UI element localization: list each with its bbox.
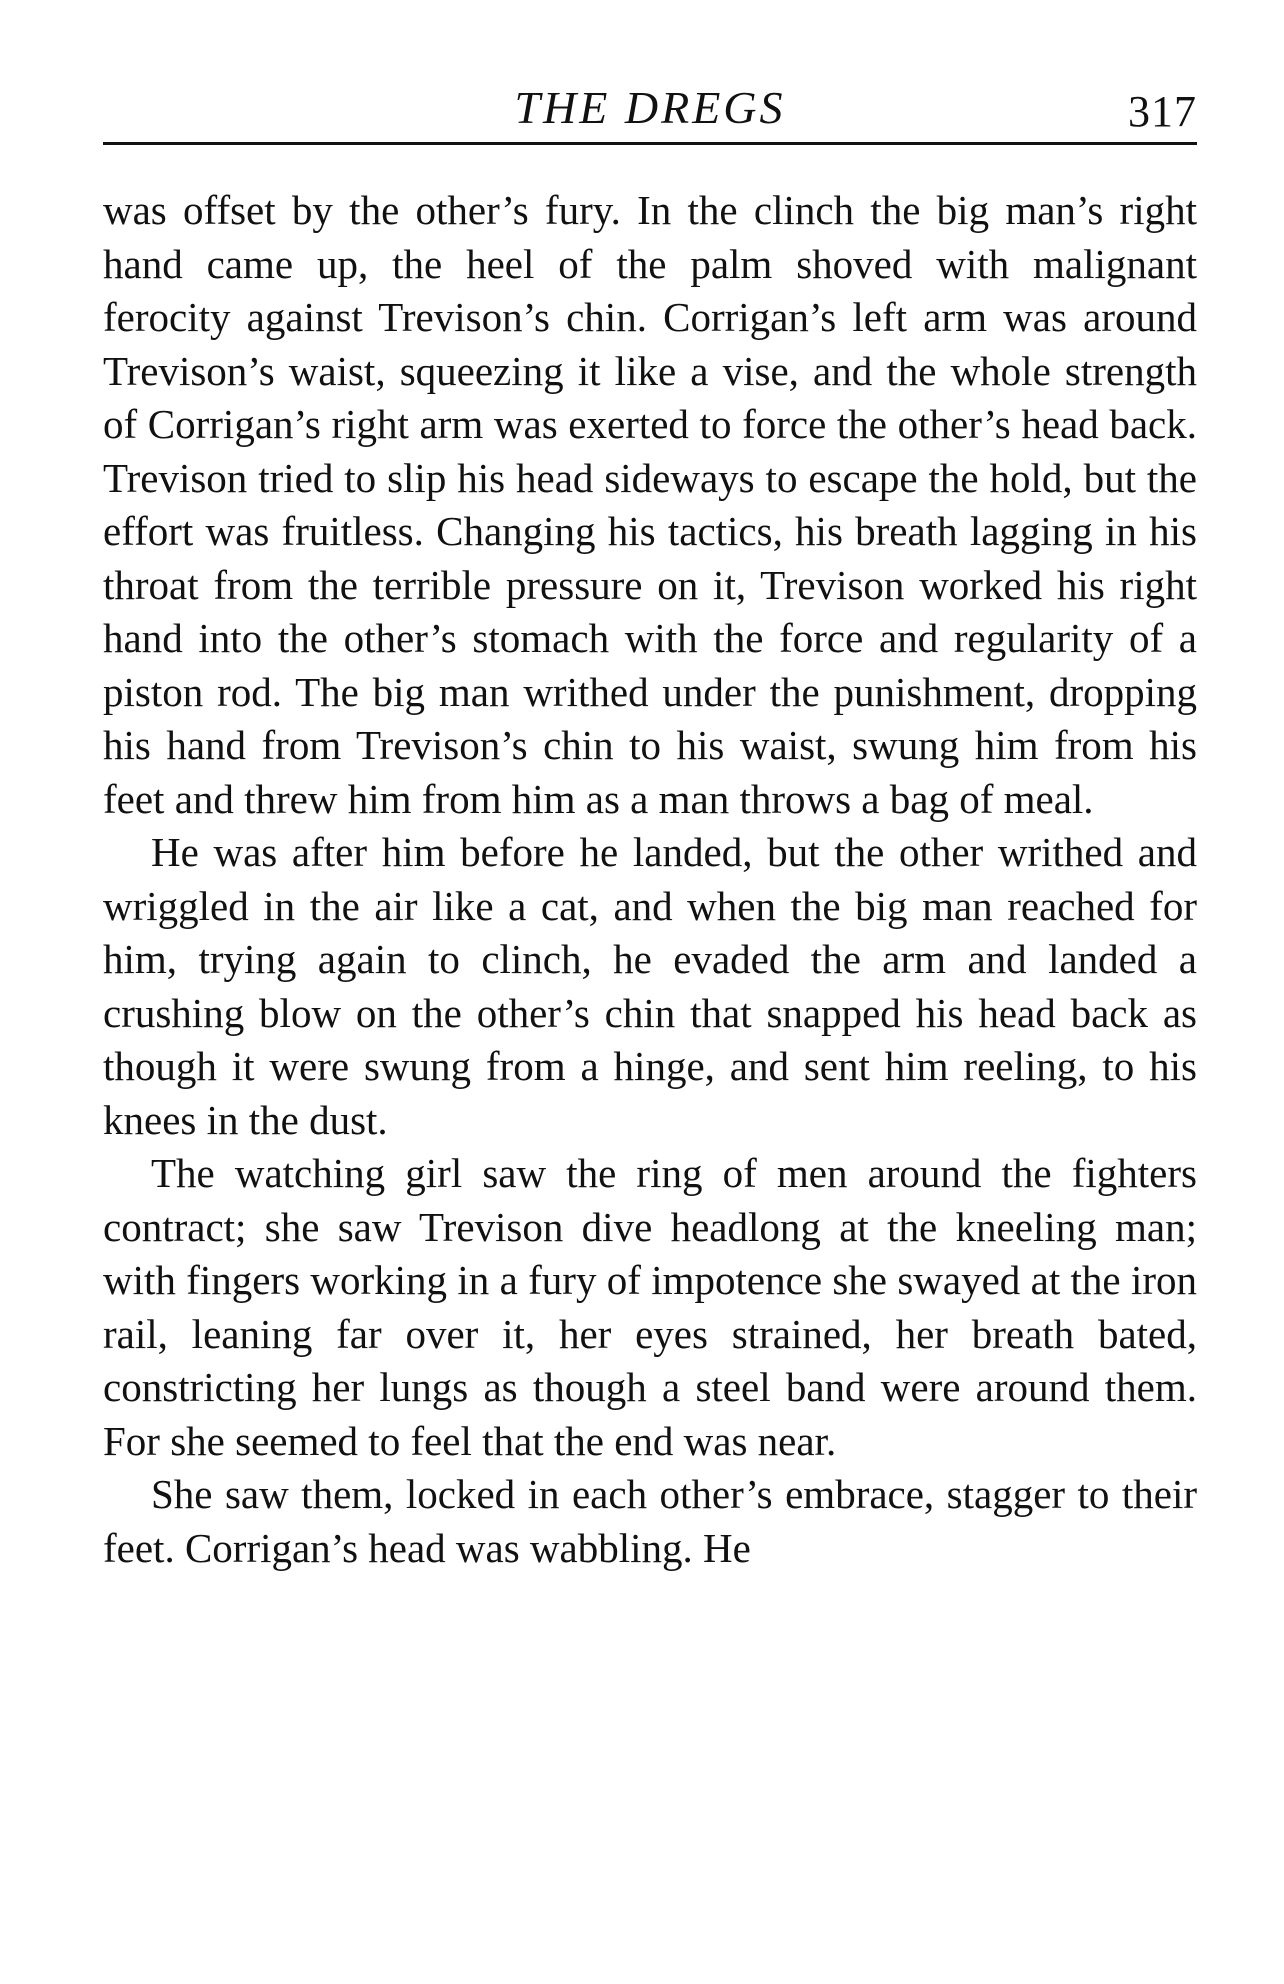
paragraph: He was after him before he landed, but the other writhed and wriggled in the air like a cat, and when the big man reached for him, trying again to clinch, he evaded the arm and landed a crushing blow on the other’s chin that snapped his head back as though it were swung from a hinge, and sent him reeling, to his knees in the dust. (103, 829, 1197, 1143)
running-header (103, 78, 1197, 138)
paragraph: She saw them, locked in each other’s embrace, stagger to their feet. Corrigan’s head was wabbling. He (103, 1471, 1197, 1571)
body-text (103, 184, 1197, 1575)
book-page (103, 0, 1197, 1984)
paragraph-continued: was offset by the other’s fury. In the clinch the big man’s right hand came up, the heel of the palm shoved with malignant ferocity against Trevison’s chin. Corrigan’s left arm was around Trevison’s waist, squeezing it like a vise, and the whole strength of Corrigan’s right arm was exerted to force the other’s head back. Trevison tried to slip his head sideways to escape the hold, but the effort was fruitless. Changing his tactics, his breath lagging in his throat from the terrible pressure on it, Trevison worked his right hand into the other’s stomach with the force and regularity of a piston rod. The big man writhed under the punishment, dropping his hand from Trevison’s chin to his waist, swung him from his feet and threw him from him as a man throws a bag of meal. (103, 187, 1197, 822)
paragraph: The watching girl saw the ring of men around the fighters contract; she saw Trevison dive headlong at the kneeling man; with fingers working in a fury of impotence she swayed at the iron rail, leaning far over it, her eyes strained, her breath bated, constricting her lungs as though a steel band were around them. For she seemed to feel that the end was near. (103, 1150, 1197, 1464)
page-number: 317 (1128, 87, 1197, 136)
running-title: THE DREGS (514, 82, 786, 133)
header-rule (103, 142, 1197, 145)
